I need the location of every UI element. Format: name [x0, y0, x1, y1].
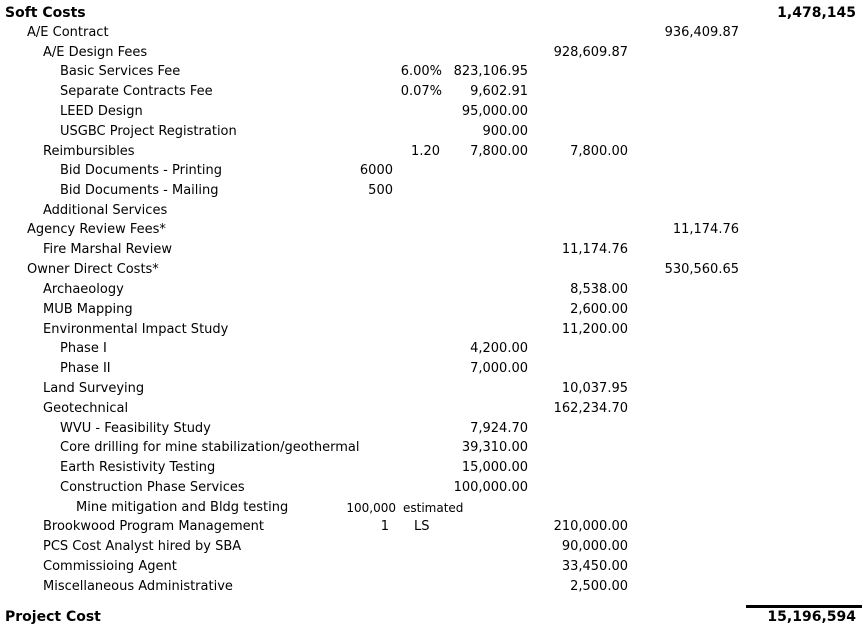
soft-costs-total: 1,478,145 — [777, 5, 856, 21]
separate-contracts-amount: 9,602.91 — [470, 84, 528, 99]
leed-design-amount: 95,000.00 — [461, 104, 528, 119]
commissioning-label: Commissioing Agent — [43, 559, 177, 574]
phase2-amount: 7,000.00 — [470, 361, 528, 376]
ae-design-fees-label: A/E Design Fees — [43, 45, 148, 60]
land-surveying-label: Land Surveying — [43, 381, 145, 396]
fire-marshal-subtotal: 11,174.76 — [561, 242, 628, 257]
wvu-feasibility-label: WVU - Feasibility Study — [60, 421, 211, 436]
mine-mitigation-qty: 100,000 — [346, 501, 396, 515]
core-drilling-label: Core drilling for mine stabilization/geothermal — [60, 440, 360, 455]
basic-services-label: Basic Services Fee — [60, 64, 181, 79]
wvu-feasibility-amount: 7,924.70 — [470, 421, 528, 436]
phase1-amount: 4,200.00 — [470, 341, 528, 356]
misc-admin-subtotal: 2,500.00 — [570, 579, 628, 594]
project-cost-total: 15,196,594 — [767, 609, 856, 625]
reimbursibles-subtotal: 7,800.00 — [570, 144, 628, 159]
owner-direct-total: 530,560.65 — [664, 262, 739, 277]
soft-costs-label: Soft Costs — [5, 5, 86, 21]
ae-contract-label: A/E Contract — [27, 25, 109, 40]
env-impact-subtotal: 11,200.00 — [561, 322, 628, 337]
earth-resistivity-label: Earth Resistivity Testing — [60, 460, 216, 475]
commissioning-subtotal: 33,450.00 — [561, 559, 628, 574]
geotechnical-subtotal: 162,234.70 — [553, 401, 628, 416]
phase1-label: Phase I — [60, 341, 107, 356]
env-impact-label: Environmental Impact Study — [43, 322, 229, 337]
construction-phase-label: Construction Phase Services — [60, 480, 245, 495]
land-surveying-subtotal: 10,037.95 — [561, 381, 628, 396]
mine-mitigation-note: estimated — [403, 501, 464, 515]
bid-mailing-qty: 500 — [368, 183, 393, 198]
usgbc-amount: 900.00 — [482, 124, 528, 139]
leed-design-label: LEED Design — [60, 104, 143, 119]
reimbursibles-amount: 7,800.00 — [470, 144, 528, 159]
brookwood-qty: 1 — [380, 519, 389, 534]
misc-admin-label: Miscellaneous Administrative — [43, 579, 233, 594]
pcs-cost-subtotal: 90,000.00 — [561, 539, 628, 554]
fire-marshal-label: Fire Marshal Review — [43, 242, 172, 257]
owner-direct-label: Owner Direct Costs* — [27, 262, 159, 277]
mub-mapping-label: MUB Mapping — [43, 302, 133, 317]
bid-printing-label: Bid Documents - Printing — [60, 163, 222, 178]
brookwood-label: Brookwood Program Management — [43, 519, 264, 534]
additional-services-label: Additional Services — [43, 203, 168, 218]
usgbc-label: USGBC Project Registration — [60, 124, 237, 139]
separate-contracts-pct: 0.07% — [400, 84, 442, 99]
construction-phase-amount: 100,000.00 — [453, 480, 528, 495]
brookwood-unit: LS — [414, 519, 430, 534]
bid-printing-qty: 6000 — [359, 163, 393, 178]
reimbursibles-factor: 1.20 — [411, 144, 440, 159]
basic-services-pct: 6.00% — [400, 64, 442, 79]
core-drilling-amount: 39,310.00 — [461, 440, 528, 455]
archaeology-label: Archaeology — [43, 282, 124, 297]
agency-review-label: Agency Review Fees* — [27, 222, 166, 237]
ae-design-fees-subtotal: 928,609.87 — [553, 45, 628, 60]
phase2-label: Phase II — [60, 361, 111, 376]
pcs-cost-label: PCS Cost Analyst hired by SBA — [43, 539, 242, 554]
agency-review-total: 11,174.76 — [672, 222, 739, 237]
mine-mitigation-label: Mine mitigation and Bldg testing — [76, 500, 289, 515]
reimbursibles-label: Reimbursibles — [43, 144, 135, 159]
geotechnical-label: Geotechnical — [43, 401, 129, 416]
project-cost-label: Project Cost — [5, 609, 101, 625]
ae-contract-total: 936,409.87 — [664, 25, 739, 40]
bid-mailing-label: Bid Documents - Mailing — [60, 183, 219, 198]
brookwood-subtotal: 210,000.00 — [553, 519, 628, 534]
separate-contracts-label: Separate Contracts Fee — [60, 84, 213, 99]
archaeology-subtotal: 8,538.00 — [570, 282, 628, 297]
mub-mapping-subtotal: 2,600.00 — [570, 302, 628, 317]
total-rule — [746, 605, 862, 608]
earth-resistivity-amount: 15,000.00 — [461, 460, 528, 475]
basic-services-amount: 823,106.95 — [453, 64, 528, 79]
